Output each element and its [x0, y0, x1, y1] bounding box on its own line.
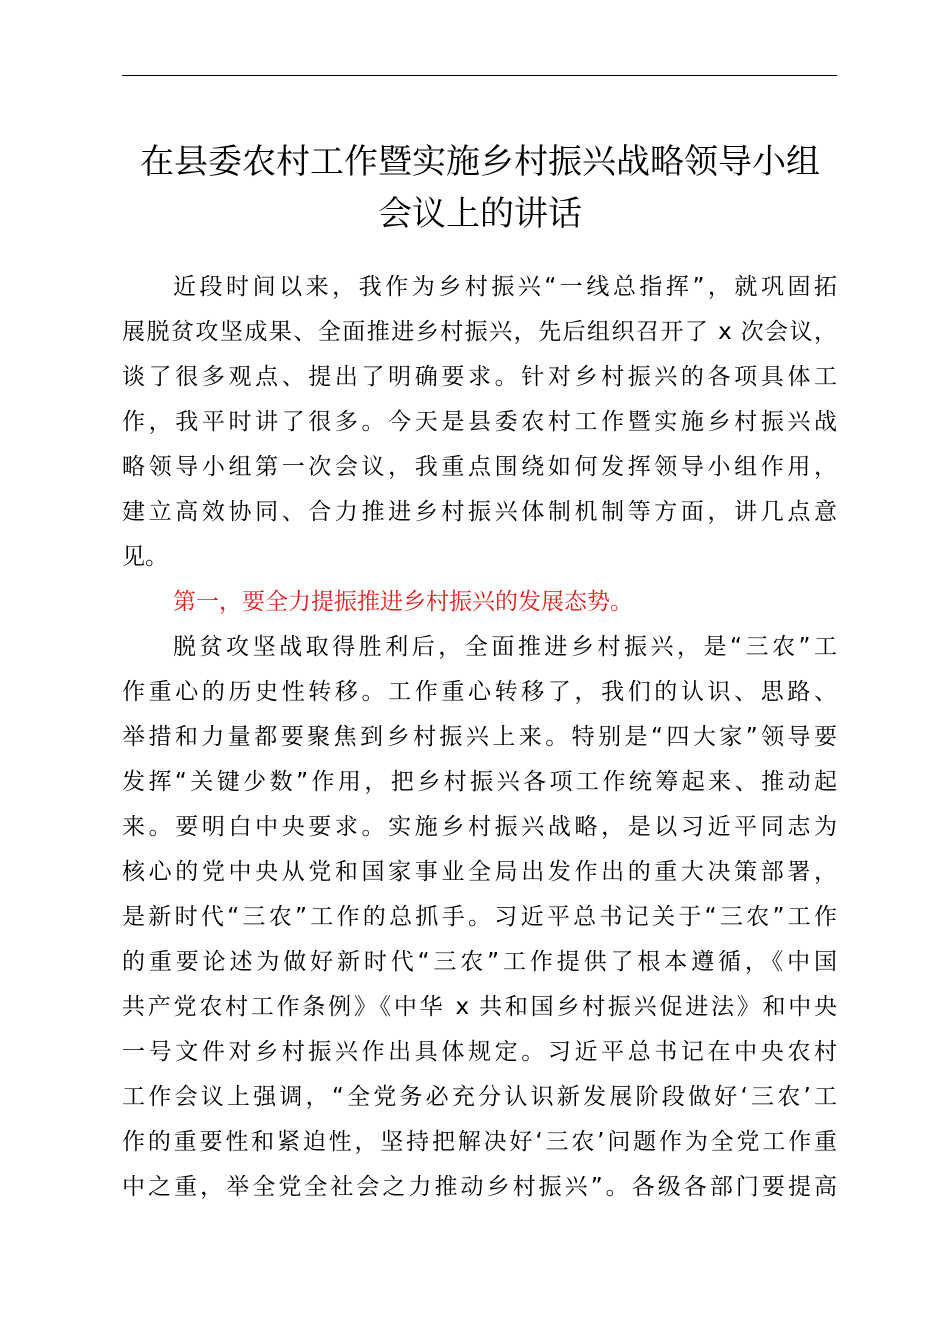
text-line: 脱贫攻坚战取得胜利后，全面推进乡村振兴，是“三农”工 — [173, 634, 837, 660]
paragraph-intro — [122, 265, 837, 580]
paragraph-section-1 — [122, 625, 837, 1210]
text-line: 作重心的历史性转移。工作重心转移了，我们的认识、思路、 — [122, 679, 837, 705]
text-line: 的重要论述为做好新时代“三农”工作提供了根本遵循，《中国 — [122, 949, 837, 975]
text-line: 作，我平时讲了很多。今天是县委农村工作暨实施乡村振兴战 — [122, 409, 837, 435]
text-line: 展脱贫攻坚成果、全面推进乡村振兴，先后组织召开了 x 次会议， — [122, 319, 837, 345]
text-line: 略领导小组第一次会议，我重点围绕如何发挥领导小组作用， — [122, 454, 837, 480]
text-line: 举措和力量都要聚焦到乡村振兴上来。特别是“四大家”领导要 — [122, 724, 837, 750]
text-line: 一号文件对乡村振兴作出具体规定。习近平总书记在中央农村 — [122, 1039, 837, 1065]
section-heading: 第一，要全力提振推进乡村振兴的发展态势。 — [173, 589, 633, 615]
text-line: 建立高效协同、合力推进乡村振兴体制机制等方面，讲几点意 — [122, 499, 837, 525]
text-line: 作的重要性和紧迫性，坚持把解决好‘三农’问题作为全党工作重 — [122, 1129, 837, 1155]
text-line: 近段时间以来，我作为乡村振兴“一线总指挥”，就巩固拓 — [173, 274, 837, 300]
title-line: 在县委农村工作暨实施乡村振兴战略领导小组 — [140, 142, 820, 182]
document-title — [100, 136, 860, 240]
text-line: 共产党农村工作条例》《中华 x 共和国乡村振兴促进法》和中央 — [122, 994, 837, 1020]
text-line: 谈了很多观点、提出了明确要求。针对乡村振兴的各项具体工 — [122, 364, 837, 390]
text-line: 发挥“关键少数”作用，把乡村振兴各项工作统筹起来、推动起 — [122, 769, 837, 795]
document-body — [122, 265, 837, 1210]
header-rule — [122, 75, 837, 76]
text-line: 核心的党中央从党和国家事业全局出发作出的重大决策部署， — [122, 859, 837, 885]
text-line: 工作会议上强调，“全党务必充分认识新发展阶段做好‘三农’工 — [122, 1084, 837, 1110]
text-line: 见。 — [122, 544, 168, 570]
title-line: 会议上的讲话 — [378, 194, 582, 234]
text-line: 中之重，举全党全社会之力推动乡村振兴”。各级各部门要提高 — [122, 1174, 837, 1200]
text-line: 是新时代“三农”工作的总抓手。习近平总书记关于“三农”工作 — [122, 904, 837, 930]
text-line: 来。要明白中央要求。实施乡村振兴战略，是以习近平同志为 — [122, 814, 837, 840]
